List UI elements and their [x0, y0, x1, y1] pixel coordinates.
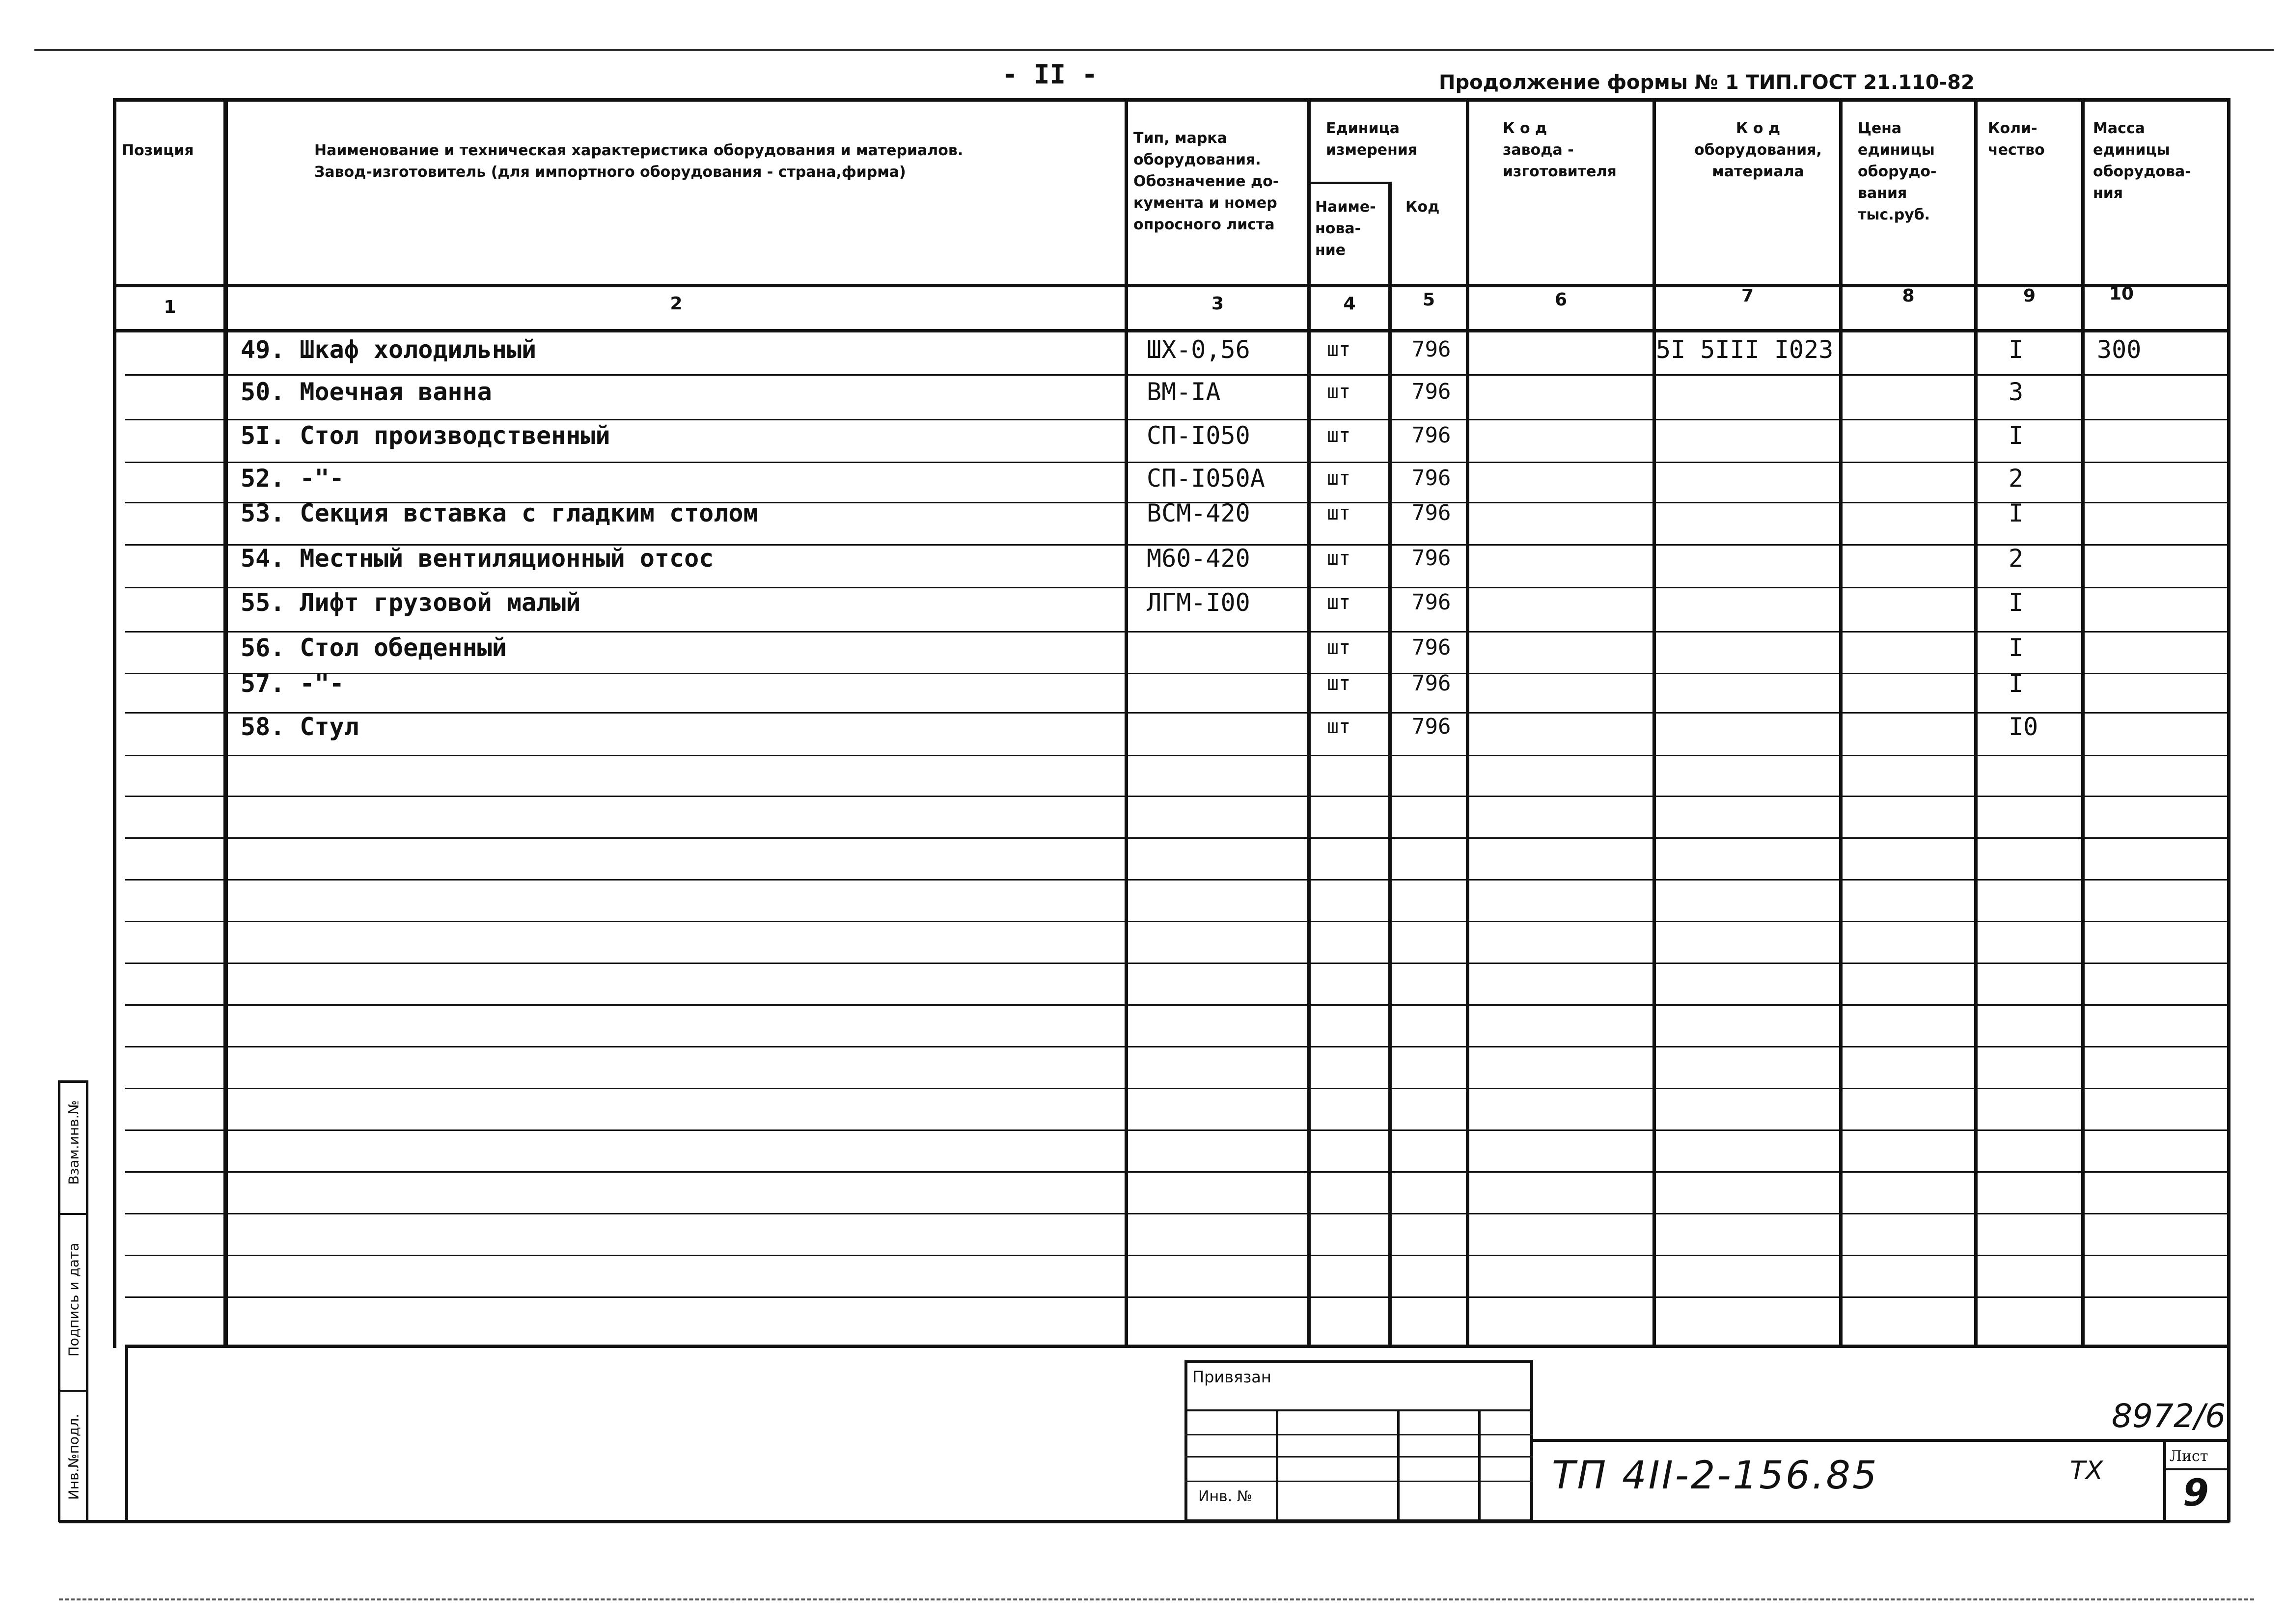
cell-type: ЛГМ-I00 [1147, 588, 1250, 617]
form-caption: Продолжение формы № 1 ТИП.ГОСТ 21.110-82 [1439, 71, 1975, 94]
cell-code: 796 [1412, 590, 1451, 615]
section-code: ТХ [2070, 1456, 2103, 1486]
cell-type: ВСМ-420 [1147, 499, 1250, 527]
cell-mass: 300 [2097, 335, 2142, 364]
cell-qty: 2 [2009, 464, 2024, 493]
cell-name: 53. Секция вставка с гладким столом [241, 499, 758, 527]
col-num-5: 5 [1422, 290, 1435, 310]
cell-code: 796 [1412, 671, 1451, 696]
cell-qty: I [2009, 335, 2024, 364]
row-rule [125, 755, 2230, 756]
col-num-2: 2 [670, 294, 683, 314]
side-stamp-replace-inv: Взам.инв.№ [65, 1100, 82, 1185]
cell-unit: шт [1327, 547, 1351, 570]
cell-name: 55. Лифт грузовой малый [241, 588, 581, 617]
cell-code: 796 [1412, 379, 1451, 404]
row-rule [125, 1213, 2230, 1214]
cell-unit: шт [1327, 381, 1351, 403]
archive-number: 8972/6 [2112, 1397, 2226, 1435]
col-header-unit-code: Код [1405, 198, 1440, 216]
col-header-type: Тип, марка оборудования. Обозначение до- кумента и номер опросного листа [1133, 130, 1279, 233]
col-header-unit-group: Единица измерения [1326, 120, 1418, 159]
cell-name: 50. Моечная ванна [241, 378, 492, 406]
cell-code: 796 [1412, 466, 1451, 491]
cell-unit: шт [1327, 716, 1351, 738]
cell-code: 796 [1412, 635, 1451, 660]
cell-name: 56. Стол обеденный [241, 633, 507, 662]
row-rule [125, 1004, 2230, 1006]
row-rule [125, 879, 2230, 881]
col-num-9: 9 [2023, 286, 2036, 306]
sheet-number: 9 [2183, 1471, 2209, 1514]
col-num-1: 1 [164, 297, 176, 317]
cell-qty: I [2009, 499, 2024, 527]
col-header-name: Наименование и техническая характеристика оборудования и материалов. Завод-изготовитель (для импортного оборудования - страна,фирма) [314, 142, 964, 181]
row-rule [125, 1171, 2230, 1173]
cell-qty: I [2009, 421, 2024, 450]
cell-unit: шт [1327, 467, 1351, 490]
document-code: ТП 4II-2-156.85 [1552, 1454, 1879, 1498]
row-rule [125, 796, 2230, 797]
cell-name: 58. Стул [241, 713, 359, 741]
col-header-quantity: Коли- чество [1988, 120, 2045, 159]
col-header-price: Цена единицы оборудо- вания тыс.руб. [1858, 120, 1937, 223]
col-num-6: 6 [1554, 290, 1568, 310]
cell-unit: шт [1327, 338, 1351, 361]
cell-qty: 3 [2009, 378, 2024, 406]
row-rule [125, 631, 2230, 633]
col-header-equipment-code: К о д оборудования, материала [1694, 120, 1822, 180]
cell-qty: I [2009, 669, 2024, 698]
cell-code: 796 [1412, 337, 1451, 362]
cell-type: ВМ-IА [1147, 378, 1221, 406]
row-rule [125, 921, 2230, 922]
col-header-factory-code: К о д завода - изготовителя [1503, 120, 1617, 180]
row-rule [125, 1088, 2230, 1089]
row-rule [125, 963, 2230, 964]
col-num-3: 3 [1211, 294, 1224, 314]
col-header-unit-name: Наиме- нова- ние [1315, 198, 1376, 259]
cell-name: 52. -"- [241, 464, 344, 493]
cell-qty: I [2009, 633, 2024, 662]
col-num-8: 8 [1902, 286, 1915, 306]
cell-name: 54. Местный вентиляционный отсос [241, 544, 714, 573]
cell-name: 57. -"- [241, 669, 344, 698]
page-number: - II - [1002, 59, 1098, 90]
cell-code: 796 [1412, 546, 1451, 571]
cell-unit: шт [1327, 591, 1351, 614]
side-stamp-inv-no: Инв.№подл. [65, 1413, 82, 1500]
bind-block-inv-label: Инв. № [1198, 1488, 1253, 1505]
side-stamp-signature: Подпись и дата [65, 1242, 82, 1357]
cell-name: 49. Шкаф холодильный [241, 335, 537, 364]
cell-type: СП-I050 [1147, 421, 1250, 450]
col-header-position: Позиция [122, 142, 194, 159]
cell-qty: I0 [2009, 713, 2038, 741]
cell-equip-code: 5I 5III I023 [1656, 335, 1834, 364]
row-rule [125, 1129, 2230, 1131]
top-rule [34, 49, 2274, 51]
row-rule [125, 1046, 2230, 1047]
sheet-label: Лист [2170, 1448, 2208, 1465]
cell-type: ШХ-0,56 [1147, 335, 1250, 364]
cell-unit: шт [1327, 672, 1351, 695]
col-num-4: 4 [1343, 294, 1356, 314]
cell-code: 796 [1412, 500, 1451, 525]
row-rule [125, 374, 2230, 376]
cell-type: СП-I050А [1147, 464, 1265, 493]
row-rule [125, 462, 2230, 463]
row-rule [125, 1296, 2230, 1298]
cell-code: 796 [1412, 423, 1451, 448]
cell-unit: шт [1327, 424, 1351, 447]
cell-qty: I [2009, 588, 2024, 617]
col-num-7: 7 [1741, 286, 1754, 306]
cell-qty: 2 [2009, 544, 2024, 573]
row-rule [125, 673, 2230, 674]
bottom-rule [59, 1598, 2254, 1600]
row-rule [125, 419, 2230, 420]
bind-block-label: Привязан [1192, 1368, 1271, 1386]
cell-unit: шт [1327, 636, 1351, 659]
row-rule [125, 1255, 2230, 1256]
row-rule [125, 712, 2230, 714]
cell-type: М60-420 [1147, 544, 1250, 573]
col-header-mass: Масса единицы оборудова- ния [2093, 120, 2191, 202]
cell-name: 5I. Стол производственный [241, 421, 610, 450]
cell-unit: шт [1327, 502, 1351, 524]
cell-code: 796 [1412, 714, 1451, 739]
col-num-10: 10 [2109, 284, 2134, 304]
row-rule [125, 837, 2230, 839]
